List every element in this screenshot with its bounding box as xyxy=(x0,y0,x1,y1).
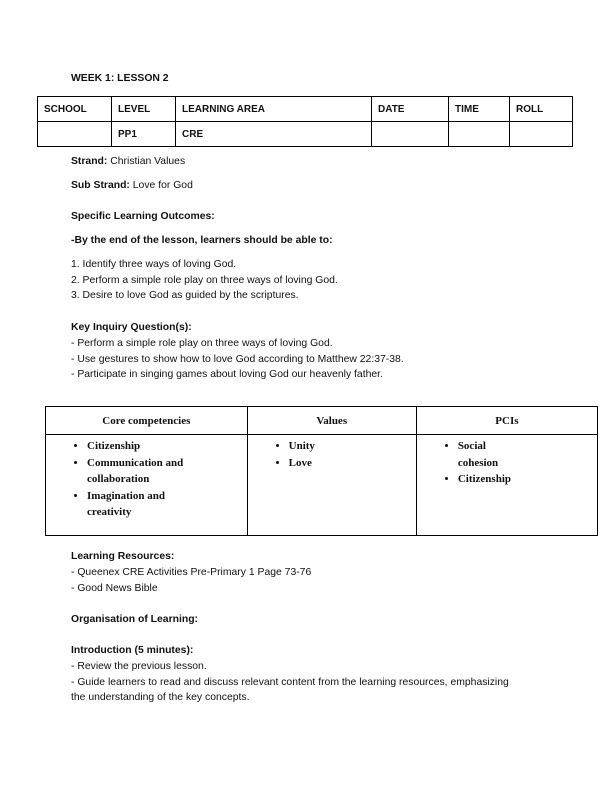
list-item: • Communication and collaboration xyxy=(87,455,206,488)
list-item: • Unity xyxy=(289,438,415,455)
week-lesson-title: WEEK 1: LESSON 2 xyxy=(71,73,169,84)
list-item: • Citizenship xyxy=(87,438,206,455)
list-item: • Love xyxy=(289,455,415,472)
introduction-heading: Introduction (5 minutes): xyxy=(71,645,194,656)
pcis-list xyxy=(418,438,596,488)
kiq-list xyxy=(71,336,404,383)
header-cell-time: TIME xyxy=(449,97,510,122)
pcis-header: PCIs xyxy=(416,407,597,435)
value-cell-level: PP1 xyxy=(112,122,176,147)
introduction-list xyxy=(71,659,509,706)
value-cell-date xyxy=(372,122,449,147)
slo-heading: Specific Learning Outcomes: xyxy=(71,211,215,222)
sub-strand-line xyxy=(71,178,193,194)
outcome-item: 3. Desire to love God as guided by the scriptures. xyxy=(71,290,299,301)
resources-heading: Learning Resources: xyxy=(71,551,175,562)
sub-strand-label: Sub Strand: xyxy=(71,180,130,191)
values-header: Values xyxy=(247,407,416,435)
kiq-item: - Participate in singing games about loving God our heavenly father. xyxy=(71,369,383,380)
introduction-item: the understanding of the key concepts. xyxy=(71,692,250,703)
value-cell-learning-area: CRE xyxy=(176,122,372,147)
outcome-item: 1. Identify three ways of loving God. xyxy=(71,259,237,270)
competencies-table xyxy=(45,406,598,536)
value-cell-school xyxy=(38,122,112,147)
value-cell-time xyxy=(449,122,510,147)
strand-label: Strand: xyxy=(71,156,108,167)
competencies-body-row xyxy=(46,435,598,536)
introduction-item: - Review the previous lesson. xyxy=(71,661,207,672)
header-cell-level: LEVEL xyxy=(112,97,176,122)
header-cell-learning-area: LEARNING AREA xyxy=(176,97,372,122)
outcomes-list xyxy=(71,257,338,304)
list-item: • Imagination and creativity xyxy=(87,488,206,521)
lesson-header-table xyxy=(37,96,573,147)
list-item: • Citizenship xyxy=(458,471,511,488)
sub-strand-value: Love for God xyxy=(132,180,193,191)
values-cell xyxy=(247,435,416,536)
core-competencies-cell xyxy=(46,435,248,536)
introduction-item: - Guide learners to read and discuss relevant content from the learning resources, emphasizing xyxy=(71,676,509,688)
strand-line xyxy=(71,154,185,170)
core-competencies-list xyxy=(47,438,246,521)
kiq-item: - Perform a simple role play on three ways of loving God. xyxy=(71,338,333,349)
resource-item: - Good News Bible xyxy=(71,582,158,594)
resources-list xyxy=(71,565,311,596)
header-cell-roll: ROLL xyxy=(510,97,573,122)
outcome-item: 2. Perform a simple role play on three ways of loving God. xyxy=(71,274,338,286)
header-row xyxy=(38,97,573,122)
organisation-heading: Organisation of Learning: xyxy=(71,614,199,625)
value-row xyxy=(38,122,573,147)
header-cell-date: DATE xyxy=(372,97,449,122)
resource-item: - Queenex CRE Activities Pre-Primary 1 Page 73-76 xyxy=(71,567,312,578)
core-competencies-header: Core competencies xyxy=(46,407,248,435)
competencies-header-row xyxy=(46,407,598,435)
values-list xyxy=(249,438,415,471)
kiq-heading: Key Inquiry Question(s): xyxy=(71,322,192,333)
slo-intro: -By the end of the lesson, learners should be able to: xyxy=(71,235,333,246)
pcis-cell xyxy=(416,435,597,536)
kiq-item: - Use gestures to show how to love God according to Matthew 22:37-38. xyxy=(71,353,404,365)
strand-value: Christian Values xyxy=(110,156,186,167)
value-cell-roll xyxy=(510,122,573,147)
header-cell-school: SCHOOL xyxy=(38,97,112,122)
list-item: • Social cohesion xyxy=(458,438,511,471)
